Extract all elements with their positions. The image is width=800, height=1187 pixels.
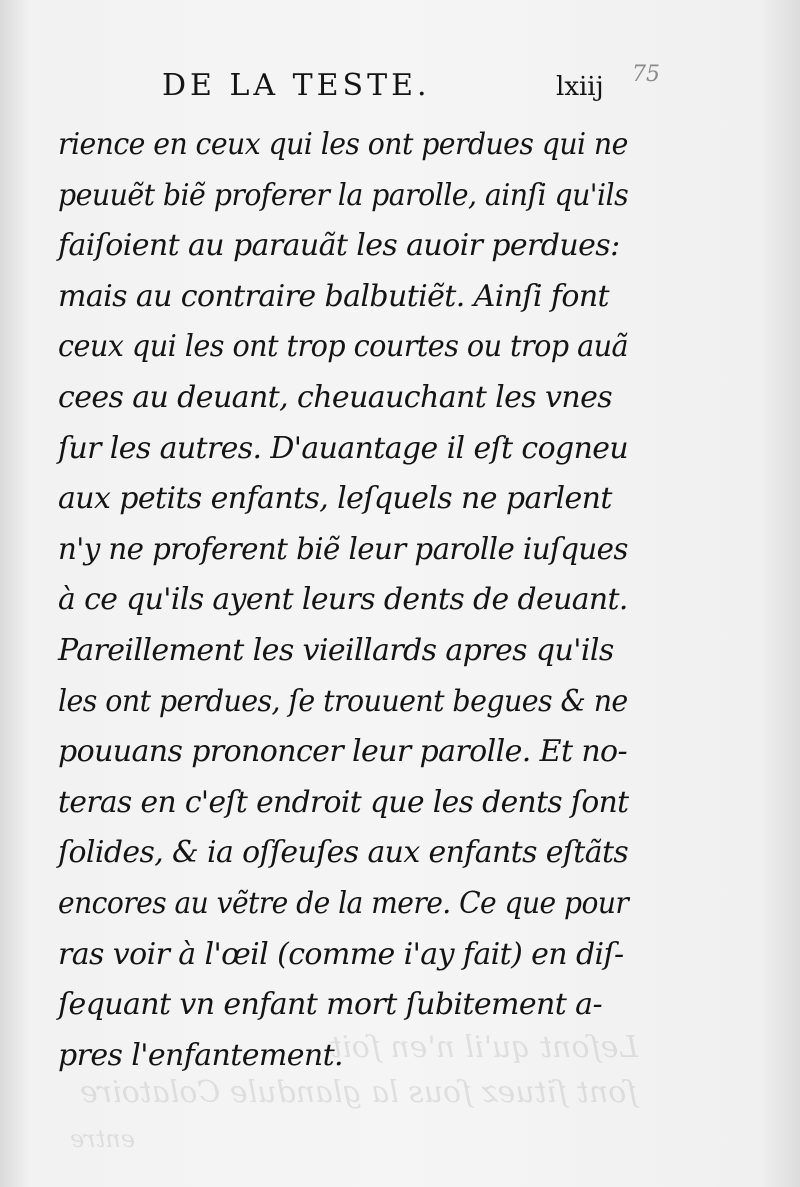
text-line: ſur les autres. D'auantage il eſt cogneu: [58, 430, 629, 466]
text-line: n'y ne proferent biẽ leur parolle iuſques: [58, 531, 628, 567]
text-line: cees au deuant, cheuauchant les vnes: [58, 379, 613, 415]
body-text: [58, 120, 638, 1081]
text-line: aux petits enfants, leſquels ne parlent: [58, 481, 612, 517]
text-line: Pareillement les vieillards apres qu'ils: [58, 632, 614, 668]
text-line: ſolides, & ia oſſeuſes aux enfants eſtãts: [58, 835, 629, 871]
show-through-text: entre: [70, 1125, 135, 1153]
text-line: pres l'enfantement.: [58, 1037, 343, 1073]
text-line: peuuẽt biẽ proferer la parolle, ainſi qu'ils: [58, 177, 629, 213]
text-line: les ont perdues, ſe trouuent begues & ne: [58, 683, 628, 719]
page-folio: lxiij: [556, 72, 604, 102]
text-line: faiſoient au parauãt les auoir perdues:: [58, 228, 620, 264]
running-head: DE LA TESTE.: [162, 68, 431, 103]
text-line: encores au vẽtre de la mere. Ce que pour: [58, 885, 629, 921]
text-line: rience en ceux qui les ont perdues qui ne: [58, 127, 628, 162]
text-line: ſequant vn enfant mort ſubitement a-: [58, 987, 602, 1023]
text-line: ras voir à l'œil (comme i'ay fait) en diſ-: [58, 936, 624, 972]
show-through-text: Leſont qu'il n'en ſoit: [330, 1030, 639, 1065]
text-line: mais au contraire balbutiẽt. Ainſi font: [58, 278, 609, 314]
show-through-text: ſont ſituez ſous la glandule Colatoire: [80, 1075, 638, 1110]
handwritten-page-number: 75: [632, 62, 660, 87]
text-line: à ce qu'ils ayent leurs dents de deuant.: [58, 582, 628, 618]
text-line: pouuans prononcer leur parolle. Et no-: [58, 734, 628, 770]
text-line: teras en c'eſt endroit que les dents ſont: [58, 784, 629, 820]
text-line: ceux qui les ont trop courtes ou trop auã: [58, 329, 629, 365]
